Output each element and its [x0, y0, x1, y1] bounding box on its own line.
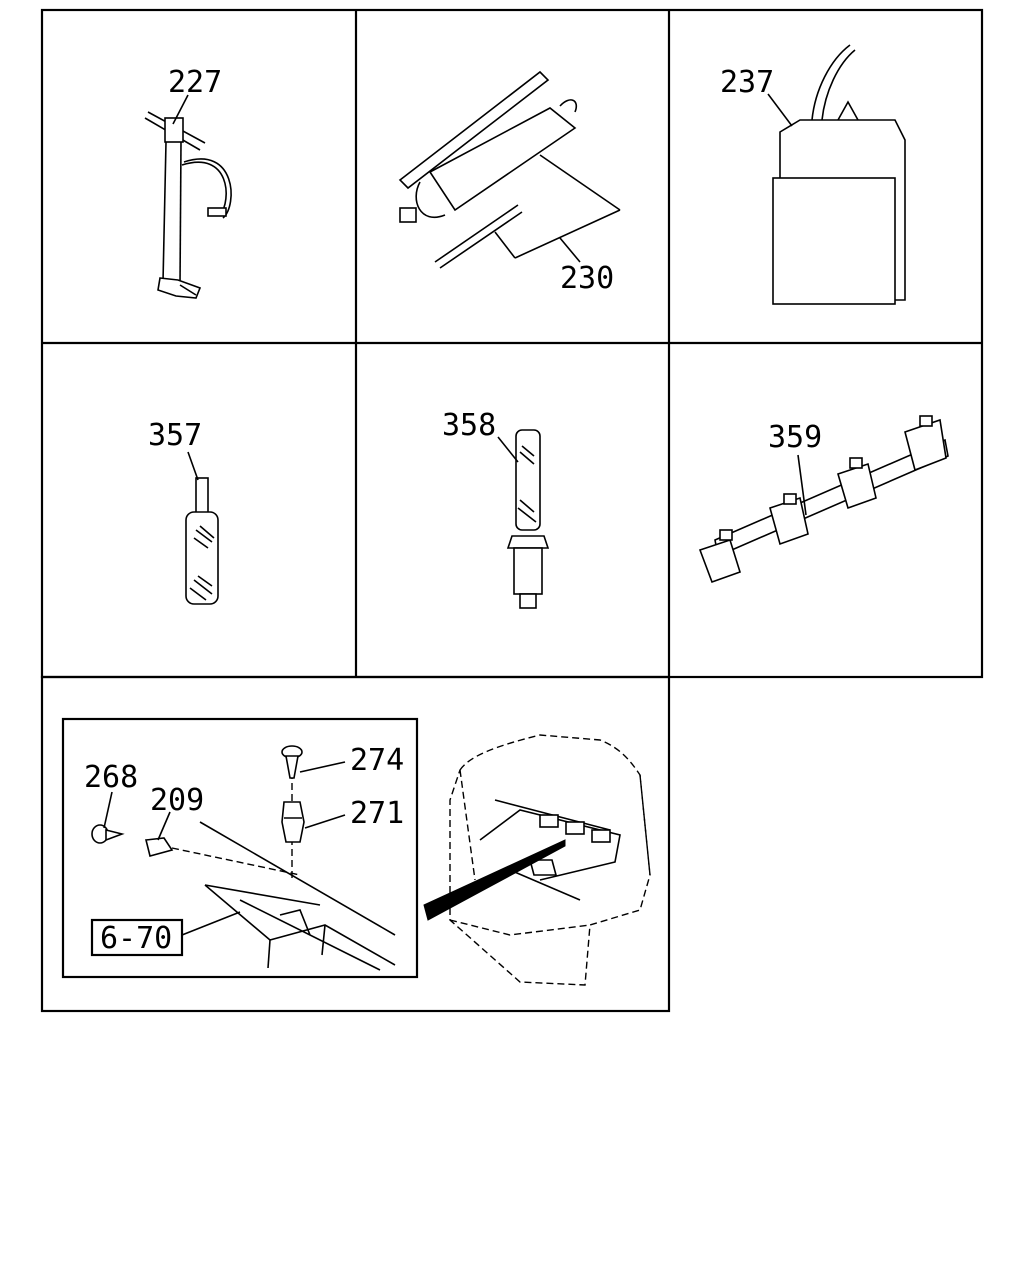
tool-handle-icon [186, 478, 218, 604]
callout-271: 271 [350, 796, 405, 831]
callout-358: 358 [442, 408, 497, 443]
tool-bag-icon [773, 45, 905, 304]
callout-357: 357 [148, 418, 203, 453]
gauge-bar-icon [700, 416, 948, 582]
hand-pump-icon [145, 112, 231, 298]
callout-209: 209 [150, 783, 205, 818]
reference-6-70: 6-70 [100, 921, 173, 956]
callout-227: 227 [168, 65, 223, 100]
cab-overview-icon [424, 735, 650, 985]
clip-icon [146, 838, 172, 856]
callout-237: 237 [720, 65, 775, 100]
callout-359: 359 [768, 420, 823, 455]
bracket-icon [282, 802, 304, 842]
callout-274: 274 [350, 743, 405, 778]
screw-icon [92, 825, 122, 843]
callout-230: 230 [560, 261, 615, 296]
callout-268: 268 [84, 760, 139, 795]
grease-gun-icon [400, 72, 620, 268]
screw-icon [282, 746, 302, 778]
